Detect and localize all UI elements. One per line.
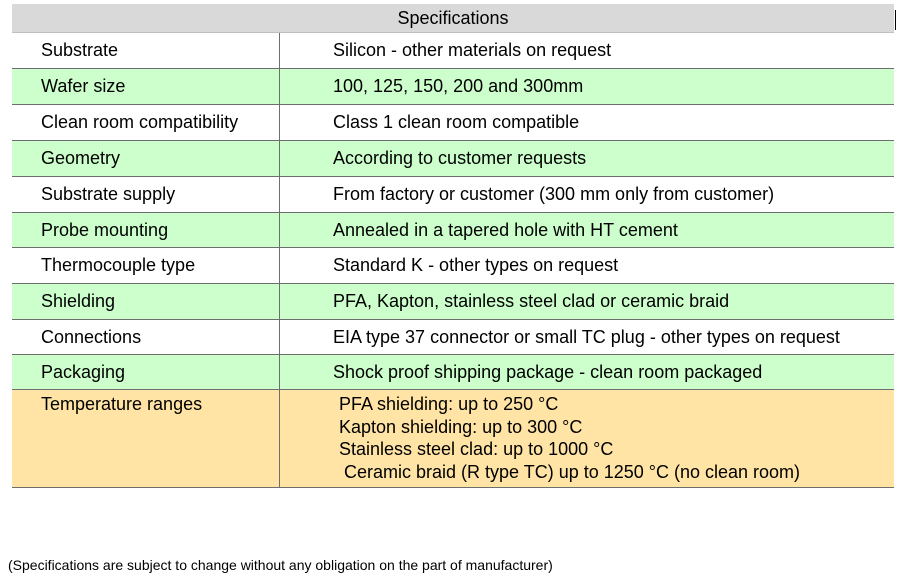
temperature-line: Kapton shielding: up to 300 °C [339,416,583,437]
row-value: Class 1 clean room compatible [333,112,580,132]
edge-divider [895,10,896,30]
temperature-line: PFA shielding: up to 250 °C [339,394,559,414]
row-label: Shielding [12,284,280,319]
row-value: From factory or customer (300 mm only from customer) [333,184,775,204]
row-value: 100, 125, 150, 200 and 300mm [333,76,584,96]
row-label: Connections [12,320,280,354]
row-label: Substrate [12,33,280,68]
row-value: Annealed in a tapered hole with HT cement [333,219,678,240]
row-label: Thermocouple type [12,248,280,283]
row-value: According to customer requests [333,148,587,168]
table-header: Specifications [12,4,894,33]
table-row [12,105,894,141]
row-value: Standard K - other types on request [333,255,619,275]
row-label: Wafer size [12,69,280,104]
table-row [12,355,894,390]
row-value: PFA, Kapton, stainless steel clad or ceramic braid [333,291,730,311]
table-row [12,284,894,320]
row-label: Temperature ranges [12,390,280,487]
temperature-values [280,390,894,487]
row-label: Clean room compatibility [12,105,280,140]
row-label: Probe mounting [12,213,280,247]
row-label: Substrate supply [12,177,280,212]
table-row [12,320,894,355]
table-row [12,33,894,69]
table-row [12,248,894,284]
table-row [12,69,894,105]
specifications-table [12,4,894,488]
temperature-line: Ceramic braid (R type TC) up to 1250 °C (no clean room) [339,461,801,482]
row-value: EIA type 37 connector or small TC plug - other types on request [333,326,840,347]
table-row [12,177,894,213]
table-row-temperature [12,390,894,488]
row-value: Shock proof shipping package - clean room packaged [333,361,763,382]
row-value: Silicon - other materials on request [333,40,612,60]
row-label: Packaging [12,355,280,389]
table-row [12,141,894,177]
row-label: Geometry [12,141,280,176]
footnote: (Specifications are subject to change without any obligation on the part of manufacturer) [8,557,553,573]
table-row [12,213,894,248]
temperature-line: Stainless steel clad: up to 1000 °C [339,439,614,459]
